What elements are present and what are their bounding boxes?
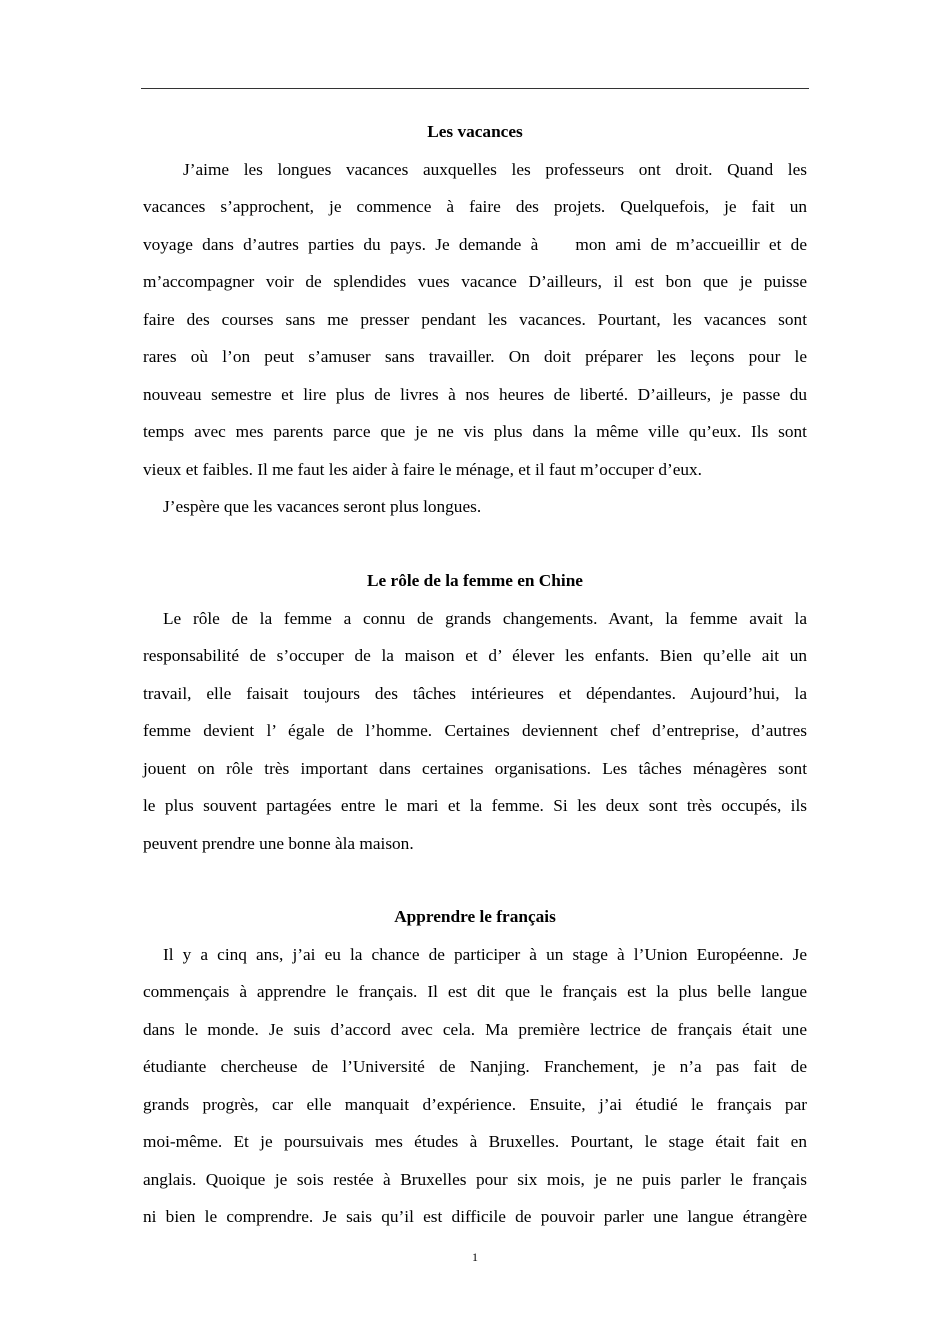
section-title: Apprendre le français (394, 907, 556, 926)
text-line: temps avec mes parents parce que je ne vis plus dans la même ville qu’eux. Ils sont (143, 422, 807, 441)
section-role-femme (143, 562, 807, 862)
section-title: Les vacances (427, 122, 523, 141)
text-line: le plus souvent partagées entre le mari et la femme. Si les deux sont très occupés, ils (143, 796, 807, 815)
section-title: Le rôle de la femme en Chine (367, 571, 583, 590)
text-line: Il y a cinq ans, j’ai eu la chance de participer à un stage à l’Union Européenne. Je (163, 944, 807, 964)
text-line: travail, elle faisait toujours des tâches intérieures et dépendantes. Aujourd’hui, la (143, 683, 807, 703)
text-line: Le rôle de la femme a connu de grands changements. Avant, la femme avait la (163, 608, 807, 628)
text-line: peuvent prendre une bonne àla maison. (143, 833, 414, 853)
text-line: jouent on rôle très important dans certaines organisations. Les tâches ménagères sont (143, 758, 807, 778)
text-line: vieux et faibles. Il me faut les aider à faire le ménage, et il faut m’occuper d’eux. (143, 459, 702, 479)
text-line: commençais à apprendre le français. Il est dit que le français est la plus belle langue (143, 982, 807, 1001)
text-line: dans le monde. Je suis d’accord avec cela. Ma première lectrice de français était une (143, 1019, 807, 1039)
text-line: responsabilité de s’occuper de la maison et d’ élever les enfants. Bien qu’elle ait un (143, 646, 807, 665)
text-line: étudiante chercheuse de l’Université de Nanjing. Franchement, je n’a pas fait de (143, 1057, 807, 1076)
text-line: voyage dans d’autres parties du pays. Je demande à mon ami de m’accueillir et de (143, 234, 807, 254)
section-vacances (143, 113, 807, 526)
text-line: ni bien le comprendre. Je sais qu’il est difficile de pouvoir parler une langue étrangère (143, 1207, 807, 1226)
text-line: rares où l’on peut s’amuser sans travailler. On doit préparer les leçons pour le (143, 347, 807, 366)
text-line: J’espère que les vacances seront plus longues. (163, 497, 482, 516)
text-line: faire des courses sans me presser pendant les vacances. Pourtant, les vacances sont (143, 309, 807, 329)
text-line: grands progrès, car elle manquait d’expérience. Ensuite, j’ai étudié le français par (143, 1094, 807, 1114)
text-line: J’aime les longues vacances auxquelles les professeurs ont droit. Quand les (183, 159, 807, 179)
text-line: m’accompagner voir de splendides vues vacance D’ailleurs, il est bon que je puisse (143, 272, 807, 291)
header-rule (141, 88, 809, 89)
text-line: vacances s’approchent, je commence à faire des projets. Quelquefois, je fait un (143, 197, 807, 216)
text-line: moi-même. Et je poursuivais mes études à Bruxelles. Pourtant, le stage était fait en (143, 1132, 807, 1151)
section-apprendre-francais (143, 898, 807, 1236)
page-number: 1 (472, 1250, 478, 1264)
text-line: anglais. Quoique je sois restée à Bruxelles pour six mois, je ne puis parler le français (143, 1169, 807, 1189)
text-line: nouveau semestre et lire plus de livres à nos heures de liberté. D’ailleurs, je passe du (143, 384, 807, 404)
text-line: femme devient l’ égale de l’homme. Certaines deviennent chef d’entreprise, d’autres (143, 721, 807, 740)
